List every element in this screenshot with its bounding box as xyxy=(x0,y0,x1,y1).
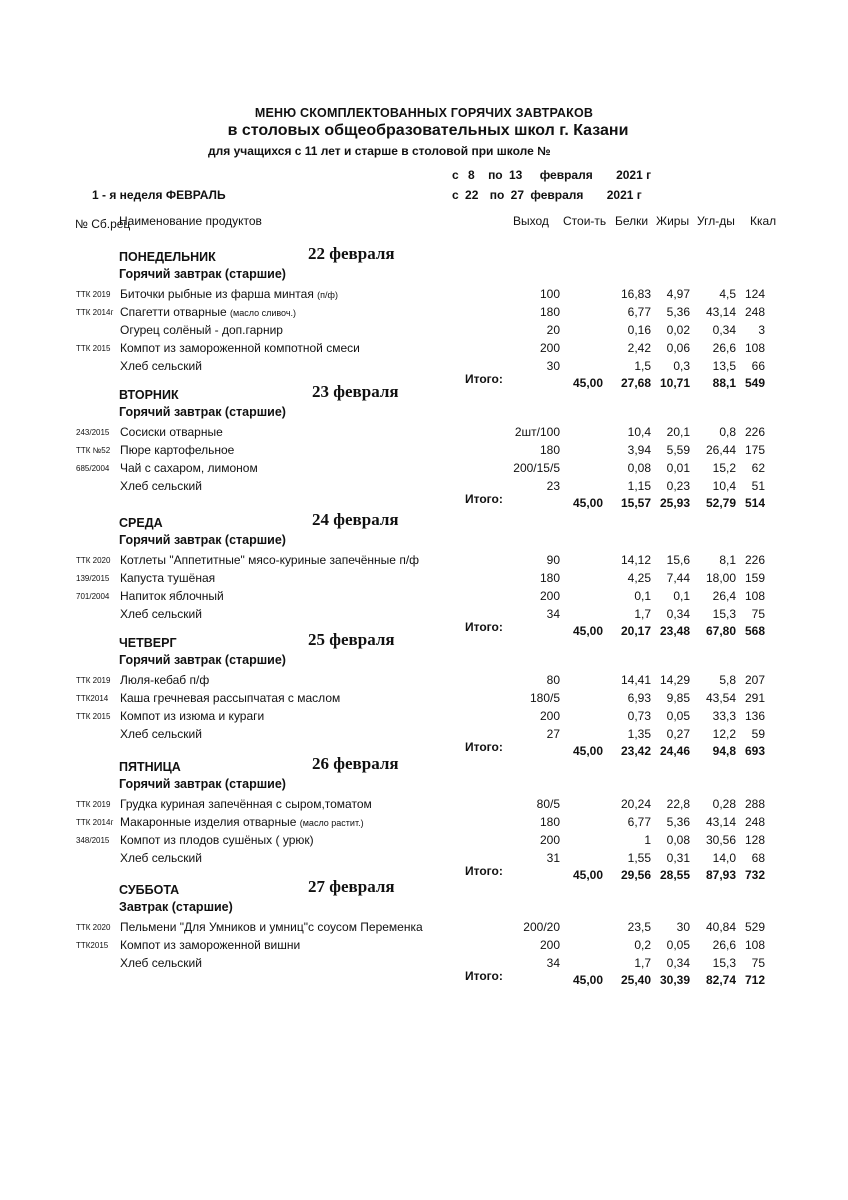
dish-name xyxy=(120,673,209,687)
period-1 xyxy=(452,168,651,182)
output-value: 34 xyxy=(546,956,560,970)
proteins-value: 1,5 xyxy=(634,359,651,373)
output-value: 80/5 xyxy=(536,797,560,811)
total-proteins: 23,42 xyxy=(620,744,651,758)
col-name: Наименование продуктов xyxy=(119,214,262,228)
day-date: 26 февраля xyxy=(312,754,399,773)
day-name: ВТОРНИК xyxy=(119,388,179,402)
total-proteins: 20,17 xyxy=(620,624,651,638)
total-label: Итого: xyxy=(465,620,503,634)
menu-item-row xyxy=(0,938,848,955)
day-date: 24 февраля xyxy=(312,510,399,529)
dish-title: Макаронные изделия отварные xyxy=(120,815,297,829)
carbs-value: 4,5 xyxy=(719,287,736,301)
total-carbs: 94,8 xyxy=(712,744,736,758)
kcal-value: 108 xyxy=(744,589,765,603)
output-value: 100 xyxy=(539,287,560,301)
output-value: 200 xyxy=(539,589,560,603)
output-value: 200 xyxy=(539,709,560,723)
recipe-code: ТТК 2020 xyxy=(76,556,111,565)
period-month: февраля xyxy=(539,168,593,182)
fats-value: 0,01 xyxy=(666,461,690,475)
total-carbs: 82,74 xyxy=(705,973,736,987)
total-fats: 24,46 xyxy=(659,744,690,758)
carbs-value: 26,6 xyxy=(712,938,736,952)
menu-item-row xyxy=(0,589,848,606)
menu-item-row xyxy=(0,709,848,726)
recipe-code: ТТК 2015 xyxy=(76,344,111,353)
fats-value: 5,59 xyxy=(666,443,690,457)
total-row xyxy=(0,372,848,389)
total-proteins: 27,68 xyxy=(620,376,651,390)
proteins-value: 0,73 xyxy=(627,709,651,723)
total-row xyxy=(0,492,848,509)
total-row xyxy=(0,864,848,881)
output-value: 200/15/5 xyxy=(513,461,560,475)
title-line-2: в столовых общеобразовательных школ г. Казани xyxy=(227,122,629,139)
kcal-value: 248 xyxy=(744,305,765,319)
proteins-value: 14,41 xyxy=(620,673,651,687)
dish-title: Компот из плодов сушёных ( урюк) xyxy=(120,833,314,847)
total-label: Итого: xyxy=(465,372,503,386)
dish-name xyxy=(120,607,202,621)
menu-item-row xyxy=(0,443,848,460)
carbs-value: 26,6 xyxy=(712,341,736,355)
menu-item-row xyxy=(0,425,848,442)
menu-item-row xyxy=(0,305,848,322)
period-to: 27 xyxy=(510,188,525,202)
dish-name xyxy=(120,691,340,705)
dish-name xyxy=(120,589,224,603)
proteins-value: 1,7 xyxy=(634,956,651,970)
fats-value: 14,29 xyxy=(659,673,690,687)
day-name: СУББОТА xyxy=(119,883,180,897)
output-value: 27 xyxy=(546,727,560,741)
total-proteins: 15,57 xyxy=(620,496,651,510)
output-value: 31 xyxy=(546,851,560,865)
dish-name xyxy=(120,727,202,741)
dish-name xyxy=(120,287,338,301)
dish-name xyxy=(120,815,364,829)
carbs-value: 15,3 xyxy=(712,607,736,621)
dish-name xyxy=(120,797,372,811)
dish-title: Чай с сахаром, лимоном xyxy=(120,461,258,475)
total-row xyxy=(0,969,848,986)
period-from-label: с xyxy=(452,168,459,182)
recipe-code: ТТК 2014г xyxy=(76,818,114,827)
carbs-value: 40,84 xyxy=(705,920,736,934)
kcal-value: 59 xyxy=(751,727,765,741)
proteins-value: 0,16 xyxy=(627,323,651,337)
dish-title: Хлеб сельский xyxy=(120,727,202,741)
total-fats: 28,55 xyxy=(659,868,690,882)
recipe-code: 701/2004 xyxy=(76,592,110,601)
total-fats: 23,48 xyxy=(659,624,690,638)
dish-note: (масло сливоч.) xyxy=(230,308,297,318)
recipe-code: 348/2015 xyxy=(76,836,110,845)
carbs-value: 43,14 xyxy=(705,815,736,829)
recipe-code: 139/2015 xyxy=(76,574,110,583)
period-from: 8 xyxy=(468,168,475,182)
fats-value: 0,06 xyxy=(666,341,690,355)
dish-title: Капуста тушёная xyxy=(120,571,216,585)
dish-title: Люля-кебаб п/ф xyxy=(120,673,210,687)
output-value: 30 xyxy=(546,359,560,373)
recipe-code: ТТК 2019 xyxy=(76,800,111,809)
output-value: 180 xyxy=(539,443,560,457)
total-carbs: 88,1 xyxy=(712,376,736,390)
total-row xyxy=(0,740,848,757)
col-code: № Сб.рец xyxy=(75,217,131,231)
carbs-value: 26,44 xyxy=(705,443,736,457)
total-kcal: 732 xyxy=(744,868,765,882)
total-kcal: 693 xyxy=(744,744,765,758)
proteins-value: 0,2 xyxy=(634,938,651,952)
total-cost: 45,00 xyxy=(572,973,603,987)
proteins-value: 6,77 xyxy=(627,305,651,319)
menu-item-row xyxy=(0,571,848,588)
fats-value: 20,1 xyxy=(666,425,690,439)
recipe-code: ТТК 2019 xyxy=(76,290,111,299)
fats-value: 0,27 xyxy=(666,727,690,741)
kcal-value: 62 xyxy=(751,461,765,475)
output-value: 90 xyxy=(546,553,560,567)
fats-value: 0,31 xyxy=(666,851,690,865)
dish-title: Огурец солёный - доп.гарнир xyxy=(120,323,283,337)
output-value: 23 xyxy=(546,479,560,493)
total-cost: 45,00 xyxy=(572,744,603,758)
total-fats: 10,71 xyxy=(659,376,690,390)
fats-value: 30 xyxy=(676,920,690,934)
recipe-code: 685/2004 xyxy=(76,464,110,473)
menu-item-row xyxy=(0,815,848,832)
title-line-3: для учащихся с 11 лет и старше в столовой при школе № xyxy=(208,144,551,158)
output-value: 180/5 xyxy=(529,691,560,705)
dish-note: (п/ф) xyxy=(317,290,338,300)
day-name: ПЯТНИЦА xyxy=(119,760,181,774)
kcal-value: 75 xyxy=(751,607,765,621)
output-value: 20 xyxy=(546,323,560,337)
carbs-value: 43,14 xyxy=(705,305,736,319)
total-label: Итого: xyxy=(465,492,503,506)
kcal-value: 291 xyxy=(744,691,765,705)
total-cost: 45,00 xyxy=(572,376,603,390)
col-proteins: Белки xyxy=(615,214,649,228)
period-month: февраля xyxy=(530,188,584,202)
proteins-value: 0,08 xyxy=(627,461,651,475)
recipe-code: ТТК 2015 xyxy=(76,712,111,721)
total-row xyxy=(0,620,848,637)
proteins-value: 23,5 xyxy=(627,920,651,934)
proteins-value: 1,35 xyxy=(627,727,651,741)
fats-value: 0,08 xyxy=(666,833,690,847)
title-line-1: МЕНЮ СКОМПЛЕКТОВАННЫХ ГОРЯЧИХ ЗАВТРАКОВ xyxy=(254,106,594,120)
dish-title: Напиток яблочный xyxy=(120,589,224,603)
dish-title: Хлеб сельский xyxy=(120,956,202,970)
fats-value: 0,3 xyxy=(673,359,690,373)
col-carbs: Угл-ды xyxy=(697,214,735,228)
day-date: 25 февраля xyxy=(308,630,395,649)
total-kcal: 514 xyxy=(744,496,765,510)
carbs-value: 0,8 xyxy=(719,425,736,439)
dish-name xyxy=(120,956,202,970)
period-to-label: по xyxy=(489,188,505,202)
dish-title: Пельмени "Для Умников и умниц"с соусом Переменка xyxy=(120,920,423,934)
meal-type: Горячий завтрак (старшие) xyxy=(119,777,286,791)
period-to: 13 xyxy=(508,168,523,182)
menu-item-row xyxy=(0,920,848,937)
carbs-value: 26,4 xyxy=(712,589,736,603)
dish-name xyxy=(120,341,360,355)
menu-item-row xyxy=(0,341,848,358)
dish-title: Котлеты "Аппетитные" мясо-куриные запечённые п/ф xyxy=(120,553,420,567)
dish-title: Биточки рыбные из фарша минтая xyxy=(120,287,314,301)
output-value: 200 xyxy=(539,833,560,847)
menu-item-row xyxy=(0,673,848,690)
period-year: 2021 г xyxy=(606,188,642,202)
recipe-code: ТТК 2019 xyxy=(76,676,111,685)
fats-value: 0,34 xyxy=(666,956,690,970)
proteins-value: 16,83 xyxy=(620,287,651,301)
dish-title: Хлеб сельский xyxy=(120,359,202,373)
carbs-value: 5,8 xyxy=(719,673,736,687)
proteins-value: 4,25 xyxy=(627,571,651,585)
proteins-value: 1,15 xyxy=(627,479,651,493)
day-date: 27 февраля xyxy=(308,877,395,896)
recipe-code: ТТК2014 xyxy=(76,694,109,703)
period-2 xyxy=(452,188,642,202)
carbs-value: 12,2 xyxy=(712,727,736,741)
period-from: 22 xyxy=(465,188,479,202)
proteins-value: 0,1 xyxy=(634,589,651,603)
dish-note: (масло растит.) xyxy=(299,818,364,828)
dish-title: Компот из замороженной вишни xyxy=(120,938,301,952)
recipe-code: ТТК 2020 xyxy=(76,923,111,932)
period-to-label: по xyxy=(488,168,503,182)
kcal-value: 124 xyxy=(744,287,765,301)
kcal-value: 226 xyxy=(744,425,765,439)
proteins-value: 20,24 xyxy=(620,797,651,811)
kcal-value: 51 xyxy=(751,479,765,493)
kcal-value: 66 xyxy=(751,359,765,373)
total-cost: 45,00 xyxy=(572,496,603,510)
dish-title: Спагетти отварные xyxy=(120,305,227,319)
carbs-value: 0,28 xyxy=(712,797,736,811)
proteins-value: 14,12 xyxy=(620,553,651,567)
dish-title: Каша гречневая рассыпчатая с маслом xyxy=(120,691,341,705)
recipe-code: ТТК2015 xyxy=(76,941,109,950)
dish-name xyxy=(120,479,202,493)
dish-name xyxy=(120,323,283,337)
proteins-value: 10,4 xyxy=(627,425,651,439)
output-value: 34 xyxy=(546,607,560,621)
dish-name xyxy=(120,359,202,373)
dish-title: Пюре картофельное xyxy=(120,443,235,457)
total-kcal: 549 xyxy=(744,376,765,390)
period-from-label: с xyxy=(452,188,459,202)
carbs-value: 8,1 xyxy=(719,553,736,567)
dish-name xyxy=(120,920,423,934)
carbs-value: 15,2 xyxy=(712,461,736,475)
fats-value: 0,05 xyxy=(666,709,690,723)
total-proteins: 25,40 xyxy=(620,973,651,987)
carbs-value: 0,34 xyxy=(712,323,736,337)
kcal-value: 108 xyxy=(744,938,765,952)
total-kcal: 712 xyxy=(744,973,765,987)
menu-item-row xyxy=(0,553,848,570)
fats-value: 0,1 xyxy=(673,589,690,603)
kcal-value: 108 xyxy=(744,341,765,355)
proteins-value: 6,77 xyxy=(627,815,651,829)
menu-item-row xyxy=(0,691,848,708)
dish-title: Грудка куриная запечённая с сыром,томатом xyxy=(120,797,372,811)
kcal-value: 226 xyxy=(744,553,765,567)
fats-value: 4,97 xyxy=(666,287,690,301)
menu-item-row xyxy=(0,461,848,478)
menu-item-row xyxy=(0,323,848,340)
output-value: 180 xyxy=(539,571,560,585)
day-date: 22 февраля xyxy=(308,244,395,263)
total-carbs: 52,79 xyxy=(705,496,736,510)
total-label: Итого: xyxy=(465,969,503,983)
total-fats: 30,39 xyxy=(659,973,690,987)
fats-value: 7,44 xyxy=(666,571,690,585)
proteins-value: 6,93 xyxy=(627,691,651,705)
kcal-value: 248 xyxy=(744,815,765,829)
kcal-value: 529 xyxy=(744,920,765,934)
proteins-value: 1,7 xyxy=(634,607,651,621)
col-output: Выход xyxy=(513,214,549,228)
carbs-value: 10,4 xyxy=(712,479,736,493)
kcal-value: 136 xyxy=(744,709,765,723)
kcal-value: 159 xyxy=(744,571,765,585)
period-year: 2021 г xyxy=(616,168,652,182)
menu-item-row xyxy=(0,833,848,850)
kcal-value: 75 xyxy=(751,956,765,970)
output-value: 180 xyxy=(539,815,560,829)
kcal-value: 288 xyxy=(744,797,765,811)
dish-title: Хлеб сельский xyxy=(120,479,202,493)
dish-name xyxy=(120,709,264,723)
fats-value: 0,02 xyxy=(666,323,690,337)
carbs-value: 13,5 xyxy=(712,359,736,373)
dish-name xyxy=(120,833,314,847)
carbs-value: 43,54 xyxy=(705,691,736,705)
fats-value: 22,8 xyxy=(666,797,690,811)
dish-name xyxy=(120,938,300,952)
proteins-value: 2,42 xyxy=(627,341,651,355)
total-proteins: 29,56 xyxy=(620,868,651,882)
output-value: 200/20 xyxy=(523,920,560,934)
carbs-value: 33,3 xyxy=(712,709,736,723)
menu-item-row xyxy=(0,287,848,304)
dish-name xyxy=(120,305,296,319)
recipe-code: ТТК №52 xyxy=(76,446,111,455)
proteins-value: 3,94 xyxy=(627,443,651,457)
kcal-value: 3 xyxy=(758,323,765,337)
total-fats: 25,93 xyxy=(659,496,690,510)
kcal-value: 175 xyxy=(744,443,765,457)
day-name: ПОНЕДЕЛЬНИК xyxy=(119,250,216,264)
col-kcal: Ккал xyxy=(750,214,777,228)
total-cost: 45,00 xyxy=(572,624,603,638)
dish-name xyxy=(120,461,258,475)
kcal-value: 68 xyxy=(751,851,765,865)
fats-value: 0,23 xyxy=(666,479,690,493)
kcal-value: 128 xyxy=(744,833,765,847)
dish-name xyxy=(120,425,223,439)
fats-value: 0,05 xyxy=(666,938,690,952)
meal-type: Горячий завтрак (старшие) xyxy=(119,267,286,281)
recipe-code: ТТК 2014г xyxy=(76,308,114,317)
meal-type: Завтрак (старшие) xyxy=(119,900,233,914)
carbs-value: 15,3 xyxy=(712,956,736,970)
carbs-value: 18,00 xyxy=(705,571,736,585)
dish-title: Компот из замороженной компотной смеси xyxy=(120,341,360,355)
total-carbs: 87,93 xyxy=(705,868,736,882)
menu-item-row xyxy=(0,797,848,814)
col-cost: Стои-ть xyxy=(563,214,607,228)
week-label: 1 - я неделя ФЕВРАЛЬ xyxy=(92,188,226,202)
fats-value: 5,36 xyxy=(666,305,690,319)
carbs-value: 14,0 xyxy=(712,851,736,865)
total-cost: 45,00 xyxy=(572,868,603,882)
total-kcal: 568 xyxy=(744,624,765,638)
meal-type: Горячий завтрак (старшие) xyxy=(119,533,286,547)
dish-title: Сосиски отварные xyxy=(120,425,223,439)
output-value: 80 xyxy=(546,673,560,687)
total-carbs: 67,80 xyxy=(705,624,736,638)
output-value: 180 xyxy=(539,305,560,319)
dish-title: Хлеб сельский xyxy=(120,851,202,865)
fats-value: 15,6 xyxy=(666,553,690,567)
output-value: 2шт/100 xyxy=(514,425,560,439)
total-label: Итого: xyxy=(465,740,503,754)
col-fats: Жиры xyxy=(656,214,690,228)
dish-name xyxy=(120,851,202,865)
proteins-value: 1 xyxy=(644,833,651,847)
recipe-code: 243/2015 xyxy=(76,428,110,437)
day-name: ЧЕТВЕРГ xyxy=(119,636,177,650)
carbs-value: 30,56 xyxy=(705,833,736,847)
meal-type: Горячий завтрак (старшие) xyxy=(119,405,286,419)
proteins-value: 1,55 xyxy=(627,851,651,865)
meal-type: Горячий завтрак (старшие) xyxy=(119,653,286,667)
dish-name xyxy=(120,443,234,457)
fats-value: 0,34 xyxy=(666,607,690,621)
fats-value: 5,36 xyxy=(666,815,690,829)
kcal-value: 207 xyxy=(744,673,765,687)
fats-value: 9,85 xyxy=(666,691,690,705)
dish-name xyxy=(120,553,419,567)
total-label: Итого: xyxy=(465,864,503,878)
dish-name xyxy=(120,571,215,585)
day-name: СРЕДА xyxy=(119,516,163,530)
day-date: 23 февраля xyxy=(312,382,399,401)
dish-title: Компот из изюма и кураги xyxy=(120,709,265,723)
output-value: 200 xyxy=(539,341,560,355)
output-value: 200 xyxy=(539,938,560,952)
dish-title: Хлеб сельский xyxy=(120,607,202,621)
